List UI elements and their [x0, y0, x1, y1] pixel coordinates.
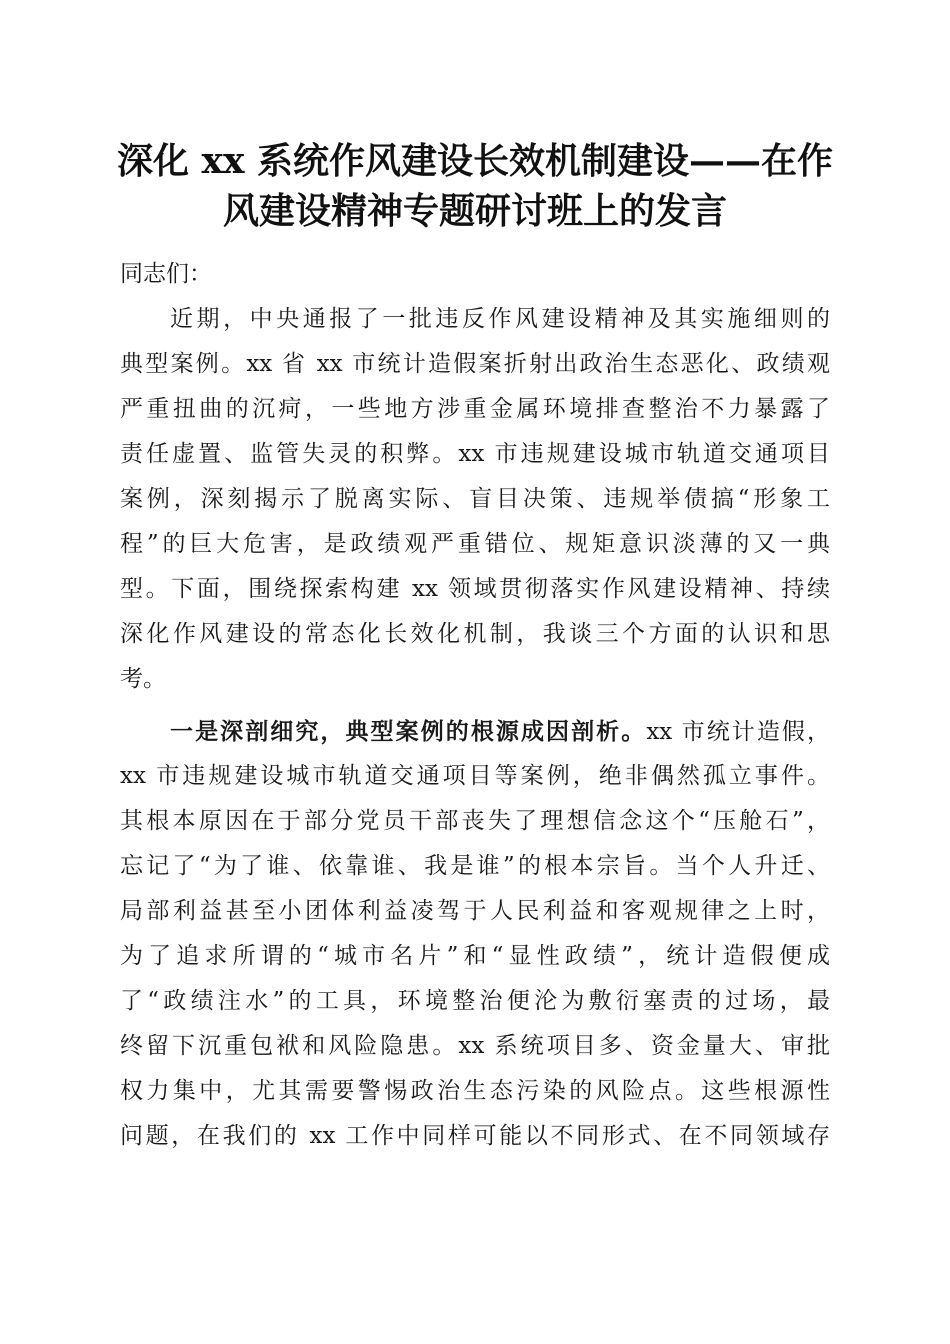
paragraph-2 — [120, 709, 830, 1159]
paragraph-line: 局部利益甚至小团体利益凌驾于人民利益和客观规律之上时， — [120, 898, 830, 924]
title-line-1: 深化 xx 系统作风建设长效机制建设——在作 — [117, 140, 833, 182]
paragraph-line: 为了追求所谓的“城市名片”和“显性政绩”，统计造假便成 — [120, 943, 830, 969]
paragraph-2-bold-lead: 一是深剖细究，典型案例的根源成因剖析。 — [170, 718, 647, 745]
paragraph-2-lead-rest: xx 市统计造假， — [646, 719, 830, 745]
title-line-2: 风建设精神专题研讨班上的发言 — [222, 190, 727, 232]
paragraph-line: 其根本原因在于部分党员干部丧失了理想信念这个“压舱石”， — [120, 808, 830, 834]
document-title — [110, 136, 840, 236]
paragraph-line: 终留下沉重包袱和风险隐患。xx 系统项目多、资金量大、审批 — [120, 1033, 830, 1059]
salutation: 同志们： — [120, 261, 212, 287]
paragraph-spacer — [120, 702, 830, 709]
document-body — [120, 252, 830, 1159]
paragraph-line: 忘记了“为了谁、依靠谁、我是谁”的根本宗旨。当个人升迁、 — [120, 853, 830, 879]
paragraph-line: 深化作风建设的常态化长效化机制，我谈三个方面的认识和思 — [120, 621, 830, 647]
paragraph-line: xx 市违规建设城市轨道交通项目等案例，绝非偶然孤立事件。 — [120, 763, 830, 789]
paragraph-line-lead — [120, 709, 830, 754]
paragraph-line: 了“政绩注水”的工具，环境整治便沦为敷衍塞责的过场，最 — [120, 988, 830, 1014]
paragraph-line: 近期，中央通报了一批违反作风建设精神及其实施细则的 — [170, 306, 830, 332]
paragraph-line: 程”的巨大危害，是政绩观严重错位、规矩意识淡薄的又一典 — [120, 531, 830, 557]
paragraph-line: 责任虚置、监管失灵的积弊。xx 市违规建设城市轨道交通项目 — [120, 441, 830, 467]
paragraph-1 — [120, 297, 830, 702]
paragraph-line: 权力集中，尤其需要警惕政治生态污染的风险点。这些根源性 — [120, 1078, 830, 1104]
paragraph-line: 严重扭曲的沉疴，一些地方涉重金属环境排查整治不力暴露了 — [120, 396, 830, 422]
paragraph-line: 案例，深刻揭示了脱离实际、盲目决策、违规举债搞“形象工 — [120, 486, 830, 512]
paragraph-line: 型。下面，围绕探索构建 xx 领域贯彻落实作风建设精神、持续 — [120, 576, 830, 602]
paragraph-line: 问题，在我们的 xx 工作中同样可能以不同形式、在不同领域存 — [120, 1123, 830, 1149]
paragraph-line: 典型案例。xx 省 xx 市统计造假案折射出政治生态恶化、政绩观 — [120, 351, 830, 377]
paragraph-line: 考。 — [120, 666, 166, 692]
